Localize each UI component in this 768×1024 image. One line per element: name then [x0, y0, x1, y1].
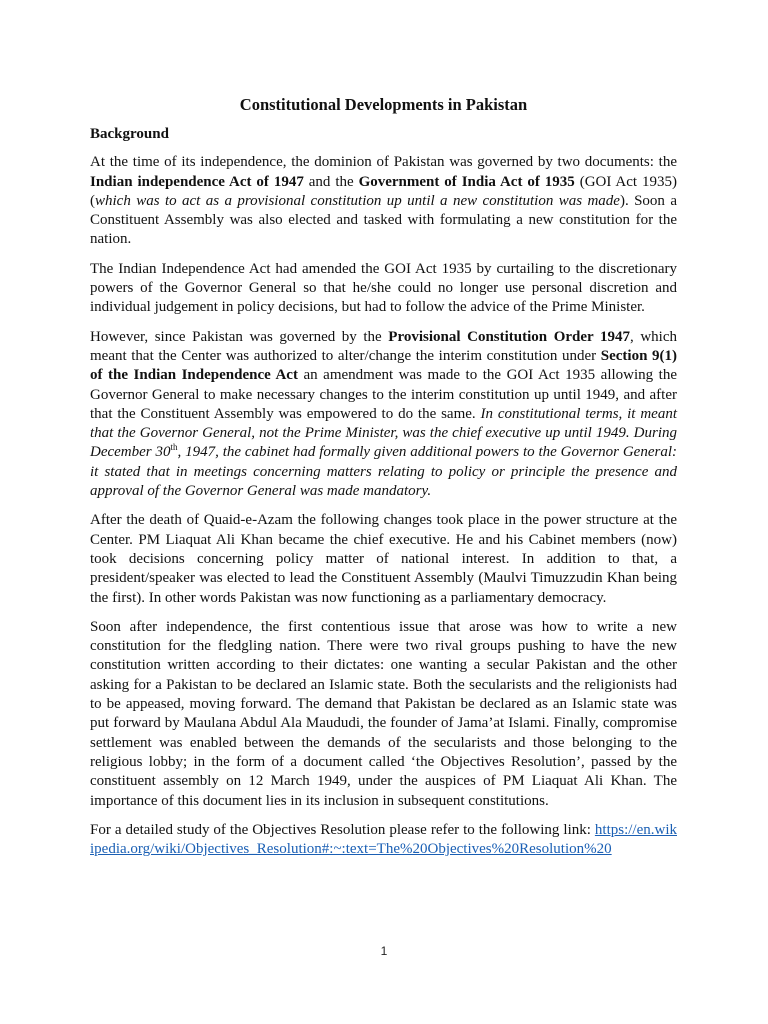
paragraph-6 [90, 821, 677, 860]
page-title: Constitutional Developments in Pakistan [239, 95, 528, 114]
paragraph-1-text-4: ). Soon a Constituent Assembly was also elected and tasked with formulating a new constitution for the nation. [90, 192, 677, 248]
paragraph-1-bold-2: Government of India Act of 1935 [358, 173, 575, 190]
paragraph-1-text-2: and the [303, 173, 359, 190]
paragraph-3-text-3: an amendment was made to the GOI Act 1935 allowing the Governor General to make necessary changes to the interim constitution up until 1949, and after that the Constituent Assembly was empowered to do the same. [90, 367, 677, 422]
page-number: 1 [380, 944, 388, 958]
ordinal-superscript: th [170, 442, 178, 453]
paragraph-1 [90, 153, 677, 249]
paragraph-3-bold-2: Section 9(1) of the Indian Independence Act [90, 347, 678, 384]
document-page [90, 90, 677, 869]
paragraph-3-text-1: However, since Pakistan was governed by the [90, 328, 389, 345]
paragraph-4: After the death of Quaid-e-Azam the following changes took place in the power structure at the Center. PM Liaquat Ali Khan became the chief executive. He and his Cabinet members (now) took decisions concerning policy matter of national interest. In addition to that, a president/speaker was elected to lead the Constituent Assembly (Maulvi Timuzzudin Khan being the first). In other words Pakistan was now functioning as a parliamentary democracy. [90, 512, 677, 606]
paragraph-3-bold-1: Provisional Constitution Order 1947 [388, 328, 630, 345]
paragraph-1-bold-1: Indian independence Act of 1947 [90, 173, 304, 190]
paragraph-3-text-2: , which meant that the Center was authorized to alter/change the interim constitution under [90, 328, 677, 364]
section-heading: Background [90, 126, 169, 142]
paragraph-3-italic-2: , 1947, the cabinet had formally given additional powers to the Governor General: it stated that in meetings concerning matters relating to policy or principle the presence and approval of the Governor General was made mandatory. [90, 444, 678, 500]
paragraph-1-text-3: (GOI Act 1935) ( [90, 173, 677, 209]
paragraph-1-text-1: At the time of its independence, the dominion of Pakistan was governed by two documents: the [90, 154, 677, 171]
paragraph-6-text: For a detailed study of the Objectives Resolution please refer to the following link: [90, 821, 595, 838]
paragraph-3 [90, 328, 677, 502]
objectives-resolution-link[interactable]: https://en.wikipedia.org/wiki/Objectives_Resolution#:~:text=The%20Objectives%20Resolution%20 [90, 821, 677, 858]
paragraph-3-italic-1: In constitutional terms, it meant that the Governor General, not the Prime Minister, was the chief executive up until 1949. During December 30 [90, 405, 677, 461]
paragraph-5: Soon after independence, the first contentious issue that arose was how to write a new constitution for the fledgling nation. There were two rival groups pushing to have the new constitution written according to their dictates: one wanting a secular Pakistan and the other asking for a Pakistan to be declared an Islamic state. Both the secularists and the religionists had to be appeased, moving forward. The demand that Pakistan be declared as an Islamic state was put forward by Maulana Abdul Ala Maududi, the founder of Jama’at Islami. Finally, compromise settlement was enabled between the demands of the secularists and those belonging to the religious lobby; in the form of a document called ‘the Objectives Resolution’, passed by the constituent assembly on 12 March 1949, under the auspices of PM Liaquat Ali Khan. The importance of this document lies in its inclusion in subsequent constitutions. [90, 618, 677, 809]
paragraph-2: The Indian Independence Act had amended the GOI Act 1935 by curtailing to the discretionary powers of the Governor General so that he/she could no longer use personal discretion and individual judgement in policy decisions, but had to follow the advice of the Prime Minister. [90, 260, 677, 316]
paragraph-1-italic-1: which was to act as a provisional constitution up until a new constitution was made [95, 192, 620, 209]
